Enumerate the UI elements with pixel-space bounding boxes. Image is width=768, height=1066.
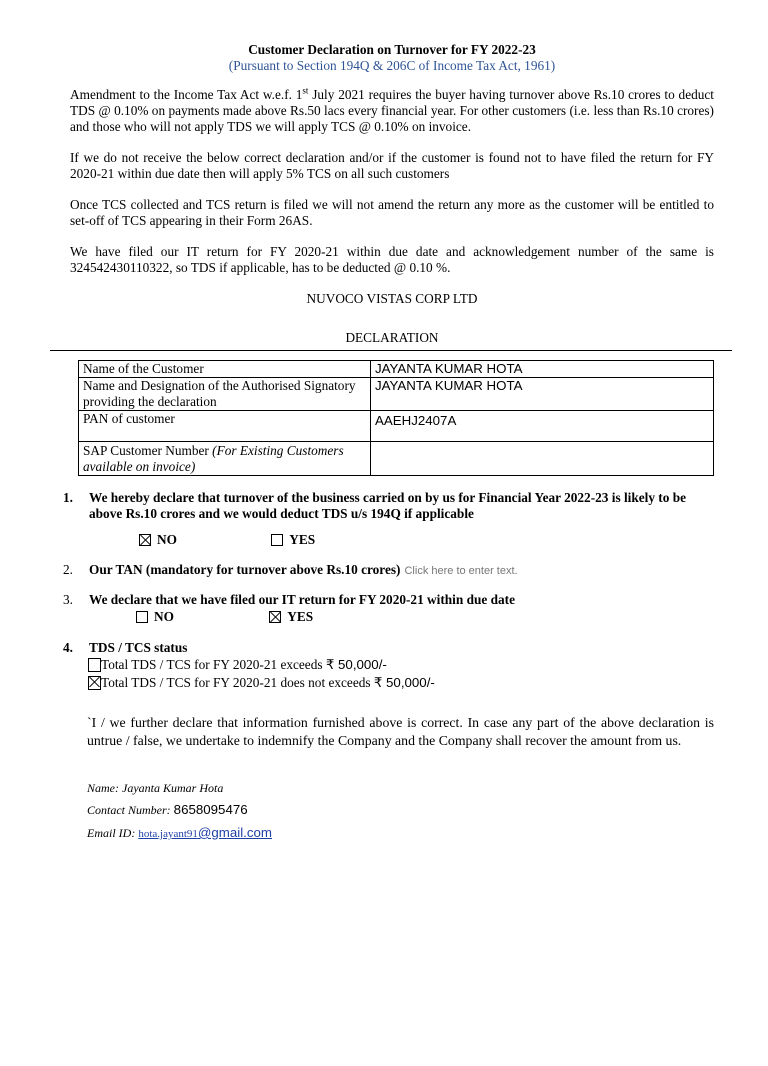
- paragraph-tcs-rule: If we do not receive the below correct declaration and/or if the customer is found not to have filed the return for FY 2020-21 within due date then will apply 5% TCS on all such customers: [70, 150, 714, 181]
- table-row: [79, 361, 714, 378]
- divider-line: [50, 350, 732, 351]
- pan-label: PAN of customer: [79, 411, 371, 442]
- question-4-heading: TDS / TCS status: [89, 640, 188, 655]
- q3-option-yes: YES: [287, 609, 314, 624]
- document-subtitle: (Pursuant to Section 194Q & 206C of Income Tax Act, 1961): [228, 58, 556, 73]
- document-page: [0, 42, 768, 1066]
- question-4-number: 4.: [63, 640, 73, 655]
- pan-value[interactable]: AAEHJ2407A: [371, 411, 714, 442]
- paragraph-it-return: We have filed our IT return for FY 2020-21 within due date and acknowledgement number of the same is 324542430110322, so TDS if applicable, has to be deducted @ 0.10 %.: [70, 244, 714, 275]
- q3-option-no: NO: [154, 609, 174, 624]
- checked-checkbox-icon[interactable]: [139, 534, 151, 546]
- email-line: [87, 825, 714, 842]
- tds-option-not-exceeds-text: otal TDS / TCS for FY 2020-21 does not exceeds: [108, 675, 374, 690]
- signatory-label: Name and Designation of the Authorised Signatory providing the declaration: [79, 378, 371, 411]
- tds-option-exceeds-text: otal TDS / TCS for FY 2020-21 exceeds: [108, 657, 326, 672]
- tds-option-not-exceeds-initial: T: [101, 675, 109, 690]
- customer-name-label: Name of the Customer: [79, 361, 371, 378]
- superscript-st: st: [302, 85, 309, 96]
- tds-option-exceeds: [88, 656, 714, 674]
- checked-checkbox-icon[interactable]: [269, 611, 281, 623]
- signatory-name: Name: Jayanta Kumar Hota: [87, 781, 224, 795]
- question-3-options: [89, 608, 714, 626]
- question-1-number: 1.: [63, 490, 73, 505]
- question-1-options: [89, 531, 714, 549]
- tds-option-exceeds-amount: ₹ 50,000/-: [325, 657, 387, 672]
- sap-number-label: [79, 442, 371, 476]
- tds-option-not-exceeds: [88, 674, 714, 692]
- table-row: [79, 442, 714, 476]
- paragraph-amendment-part2: July 2021 requires the buyer having turnover above Rs.10 crores to deduct TDS @ 0.10% on payments made above Rs.50 lacs every financial year. For other customers (i.e. less than Rs.10 crores) and those who will not apply TDS we will apply TCS @ 0.10% on invoice.: [70, 87, 714, 134]
- tan-input[interactable]: Click here to enter text.: [404, 565, 518, 577]
- company-name: NUVOCO VISTAS CORP LTD: [306, 291, 478, 306]
- paragraph-amendment: [70, 87, 714, 135]
- declaration-heading: DECLARATION: [345, 330, 439, 345]
- final-declaration: `I / we further declare that information furnished above is correct. In case any part of the above declaration is untrue / false, we undertake to indemnify the Company and the Company shall recover the amount from us.: [87, 715, 714, 748]
- signatory-value[interactable]: JAYANTA KUMAR HOTA: [371, 378, 714, 411]
- tds-option-exceeds-initial: T: [101, 657, 109, 672]
- table-row: [79, 378, 714, 411]
- question-3-number: 3.: [63, 592, 73, 607]
- unchecked-checkbox-icon[interactable]: [88, 658, 101, 672]
- email-link-domain[interactable]: @gmail.com: [197, 825, 272, 840]
- question-1-text: We hereby declare that turnover of the business carried on by us for Financial Year 2022-23 is likely to be above Rs.10 crores and we would deduct TDS u/s 194Q if applicable: [89, 490, 686, 521]
- contact-number: 8658095476: [173, 802, 248, 817]
- customer-name-value[interactable]: JAYANTA KUMAR HOTA: [371, 361, 714, 378]
- question-2-number: 2.: [63, 562, 73, 577]
- unchecked-checkbox-icon[interactable]: [271, 534, 283, 546]
- q1-option-yes: YES: [289, 532, 316, 547]
- sap-number-value[interactable]: [371, 442, 714, 476]
- question-2-text: Our TAN (mandatory for turnover above Rs.10 crores): [89, 562, 401, 577]
- unchecked-checkbox-icon[interactable]: [136, 611, 148, 623]
- question-2: [63, 562, 714, 579]
- document-title: Customer Declaration on Turnover for FY 2022-23: [248, 42, 536, 57]
- email-link-user[interactable]: hota.jayant91: [138, 828, 198, 840]
- question-4: [63, 640, 714, 692]
- checked-checkbox-icon[interactable]: [88, 676, 101, 690]
- question-3: [63, 592, 714, 626]
- sap-number-note: (For Existing Customers available on invoice): [83, 443, 344, 474]
- question-1: [63, 490, 714, 549]
- signature-block: [70, 780, 714, 842]
- table-row: [79, 411, 714, 442]
- q1-option-no: NO: [157, 532, 177, 547]
- sap-number-label-text: SAP Customer Number: [83, 443, 213, 458]
- question-3-text: We declare that we have filed our IT return for FY 2020-21 within due date: [89, 592, 515, 607]
- contact-line: [87, 802, 714, 818]
- email-label: Email ID:: [87, 826, 139, 840]
- contact-label: Contact Number:: [87, 803, 174, 817]
- customer-details-table: [78, 360, 714, 476]
- paragraph-tcs-return: Once TCS collected and TCS return is filed we will not amend the return any more as the customer will be entitled to set-off of TCS appearing in their Form 26AS.: [70, 197, 714, 228]
- tds-option-not-exceeds-amount: ₹ 50,000/-: [373, 675, 435, 690]
- paragraph-amendment-part1: Amendment to the Income Tax Act w.e.f. 1: [70, 87, 303, 102]
